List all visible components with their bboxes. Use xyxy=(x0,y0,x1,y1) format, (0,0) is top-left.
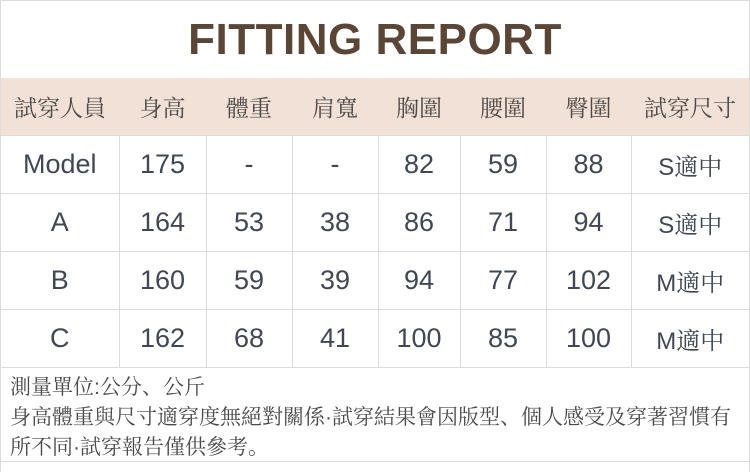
cell-waist: 59 xyxy=(460,136,546,194)
cell-tester: B xyxy=(1,252,119,310)
column-header-size: 試穿尺寸 xyxy=(631,78,749,136)
cell-chest: 100 xyxy=(378,310,460,368)
cell-hip: 100 xyxy=(546,310,631,368)
measurement-unit-note: 測量單位:公分、公斤 xyxy=(10,376,205,399)
cell-tester: C xyxy=(1,310,119,368)
cell-hip: 94 xyxy=(546,194,631,252)
column-header-height: 身高 xyxy=(119,78,206,136)
cell-shoulder: 38 xyxy=(292,194,378,252)
cell-shoulder: 39 xyxy=(292,252,378,310)
cell-height: 175 xyxy=(119,136,206,194)
table-row xyxy=(1,136,749,194)
cell-waist: 77 xyxy=(460,252,546,310)
table-row xyxy=(1,252,749,310)
cell-height: 160 xyxy=(119,252,206,310)
cell-tester: Model xyxy=(1,136,119,194)
column-header-waist: 腰圍 xyxy=(460,78,546,136)
cell-chest: 86 xyxy=(378,194,460,252)
cell-waist: 71 xyxy=(460,194,546,252)
cell-waist: 85 xyxy=(460,310,546,368)
column-header-hip: 臀圍 xyxy=(546,78,631,136)
cell-size: M適中 xyxy=(631,310,749,368)
table-row xyxy=(1,194,749,252)
disclaimer-note: 身高體重與尺寸適穿度無絕對關係·試穿結果會因版型、個人感受及穿著習慣有所不同·試穿報告僅供參考。 xyxy=(10,406,731,459)
column-header-chest: 胸圍 xyxy=(378,78,460,136)
cell-weight: 53 xyxy=(206,194,292,252)
cell-hip: 88 xyxy=(546,136,631,194)
cell-chest: 82 xyxy=(378,136,460,194)
header-row xyxy=(1,78,749,136)
column-header-tester: 試穿人員 xyxy=(1,78,119,136)
cell-weight: 68 xyxy=(206,310,292,368)
column-header-shoulder: 肩寬 xyxy=(292,78,378,136)
title-bar xyxy=(1,1,749,78)
cell-weight: 59 xyxy=(206,252,292,310)
cell-tester: A xyxy=(1,194,119,252)
cell-size: S適中 xyxy=(631,136,749,194)
cell-shoulder: - xyxy=(292,136,378,194)
cell-shoulder: 41 xyxy=(292,310,378,368)
table-row xyxy=(1,310,749,368)
cell-weight: - xyxy=(206,136,292,194)
cell-hip: 102 xyxy=(546,252,631,310)
cell-size: M適中 xyxy=(631,252,749,310)
cell-chest: 94 xyxy=(378,252,460,310)
cell-height: 162 xyxy=(119,310,206,368)
notes-section xyxy=(1,368,749,462)
column-header-weight: 體重 xyxy=(206,78,292,136)
cell-size: S適中 xyxy=(631,194,749,252)
fitting-table xyxy=(1,78,749,368)
page-title: FITTING REPORT xyxy=(188,14,562,64)
cell-height: 164 xyxy=(119,194,206,252)
